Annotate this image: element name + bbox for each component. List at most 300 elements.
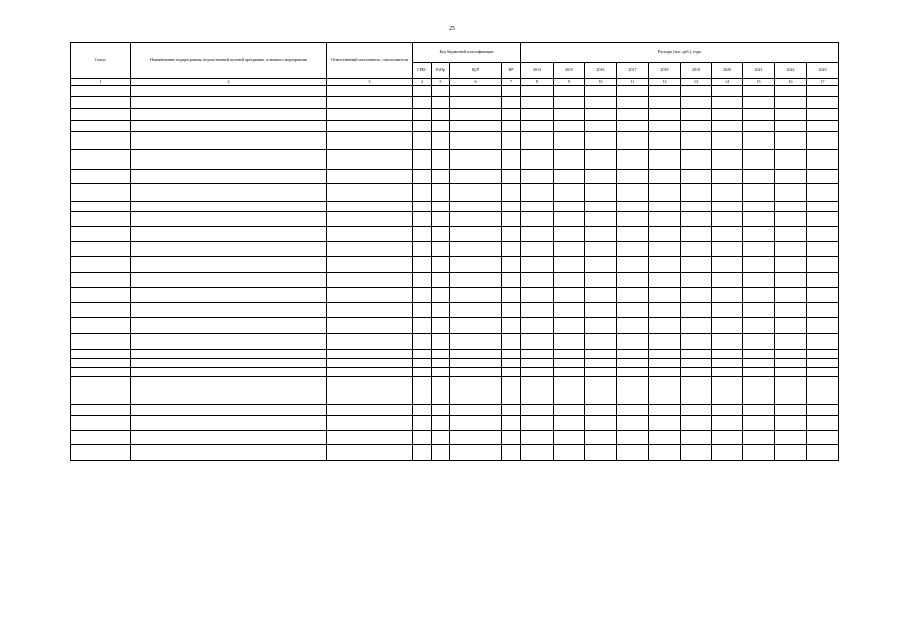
- amount-cell: [649, 334, 681, 350]
- code-cell: [413, 242, 432, 257]
- executor-cell: [327, 212, 413, 227]
- code-cell: [502, 184, 521, 202]
- amount-cell: [617, 368, 649, 377]
- code-cell: [413, 184, 432, 202]
- amount-cell: [743, 242, 775, 257]
- code-cell: [450, 86, 502, 97]
- code-cell: [432, 303, 450, 318]
- amount-cell: [681, 132, 712, 150]
- table-row: [71, 334, 839, 350]
- code-cell: [432, 334, 450, 350]
- executor-cell: [327, 170, 413, 184]
- name-cell: [131, 350, 327, 359]
- name-cell: [131, 359, 327, 368]
- code-cell: [450, 121, 502, 132]
- amount-cell: [775, 318, 807, 334]
- amount-cell: [617, 431, 649, 445]
- code-cell: [502, 368, 521, 377]
- amount-cell: [649, 242, 681, 257]
- amount-cell: [554, 368, 585, 377]
- amount-cell: [617, 86, 649, 97]
- header-executor: Ответственный исполнитель, соисполнители: [327, 43, 413, 79]
- amount-cell: [712, 97, 743, 109]
- amount-cell: [617, 334, 649, 350]
- name-cell: [131, 318, 327, 334]
- status-cell: [71, 405, 131, 416]
- table-row: [71, 318, 839, 334]
- header-code-vr: ВР: [502, 63, 521, 79]
- header-year: 2020: [712, 63, 743, 79]
- amount-cell: [585, 431, 617, 445]
- amount-cell: [585, 318, 617, 334]
- amount-cell: [681, 303, 712, 318]
- amount-cell: [585, 334, 617, 350]
- code-cell: [432, 97, 450, 109]
- amount-cell: [681, 318, 712, 334]
- code-cell: [450, 227, 502, 242]
- amount-cell: [617, 132, 649, 150]
- amount-cell: [681, 368, 712, 377]
- amount-cell: [807, 350, 839, 359]
- amount-cell: [712, 86, 743, 97]
- amount-cell: [649, 132, 681, 150]
- status-cell: [71, 273, 131, 288]
- amount-cell: [649, 86, 681, 97]
- amount-cell: [585, 150, 617, 170]
- amount-cell: [554, 184, 585, 202]
- amount-cell: [521, 86, 554, 97]
- amount-cell: [712, 121, 743, 132]
- code-cell: [502, 212, 521, 227]
- amount-cell: [712, 431, 743, 445]
- table-row: [71, 359, 839, 368]
- code-cell: [432, 202, 450, 212]
- executor-cell: [327, 303, 413, 318]
- code-cell: [413, 303, 432, 318]
- column-index-cell: 5: [432, 79, 450, 86]
- code-cell: [450, 109, 502, 121]
- amount-cell: [617, 150, 649, 170]
- status-cell: [71, 202, 131, 212]
- code-cell: [413, 170, 432, 184]
- amount-cell: [775, 150, 807, 170]
- header-year: 2019: [681, 63, 712, 79]
- table-row: [71, 368, 839, 377]
- amount-cell: [775, 445, 807, 461]
- status-cell: [71, 150, 131, 170]
- amount-cell: [521, 202, 554, 212]
- code-cell: [450, 242, 502, 257]
- amount-cell: [681, 202, 712, 212]
- header-year: 2014: [521, 63, 554, 79]
- amount-cell: [775, 257, 807, 273]
- amount-cell: [617, 350, 649, 359]
- amount-cell: [585, 445, 617, 461]
- amount-cell: [681, 350, 712, 359]
- amount-cell: [649, 150, 681, 170]
- code-cell: [413, 359, 432, 368]
- code-cell: [432, 212, 450, 227]
- status-cell: [71, 170, 131, 184]
- amount-cell: [712, 350, 743, 359]
- name-cell: [131, 445, 327, 461]
- amount-cell: [712, 303, 743, 318]
- executor-cell: [327, 431, 413, 445]
- code-cell: [502, 359, 521, 368]
- table-row: [71, 227, 839, 242]
- column-index-cell: 15: [743, 79, 775, 86]
- name-cell: [131, 303, 327, 318]
- status-cell: [71, 416, 131, 431]
- amount-cell: [617, 377, 649, 405]
- amount-cell: [585, 416, 617, 431]
- name-cell: [131, 334, 327, 350]
- amount-cell: [554, 242, 585, 257]
- amount-cell: [649, 377, 681, 405]
- amount-cell: [775, 359, 807, 368]
- amount-cell: [743, 109, 775, 121]
- amount-cell: [775, 350, 807, 359]
- code-cell: [502, 242, 521, 257]
- amount-cell: [649, 273, 681, 288]
- amount-cell: [521, 303, 554, 318]
- amount-cell: [775, 368, 807, 377]
- amount-cell: [649, 257, 681, 273]
- amount-cell: [712, 202, 743, 212]
- amount-cell: [681, 288, 712, 303]
- header-year: 2022: [775, 63, 807, 79]
- amount-cell: [521, 121, 554, 132]
- status-cell: [71, 359, 131, 368]
- amount-cell: [775, 132, 807, 150]
- code-cell: [450, 377, 502, 405]
- status-cell: [71, 350, 131, 359]
- column-index-cell: 14: [712, 79, 743, 86]
- amount-cell: [554, 405, 585, 416]
- column-index-cell: 16: [775, 79, 807, 86]
- code-cell: [502, 303, 521, 318]
- amount-cell: [681, 359, 712, 368]
- amount-cell: [743, 288, 775, 303]
- amount-cell: [743, 170, 775, 184]
- amount-cell: [712, 405, 743, 416]
- amount-cell: [712, 109, 743, 121]
- executor-cell: [327, 132, 413, 150]
- code-cell: [450, 288, 502, 303]
- table-row: [71, 416, 839, 431]
- table-row: [71, 273, 839, 288]
- amount-cell: [743, 368, 775, 377]
- amount-cell: [521, 431, 554, 445]
- amount-cell: [554, 445, 585, 461]
- code-cell: [502, 97, 521, 109]
- amount-cell: [585, 257, 617, 273]
- code-cell: [502, 202, 521, 212]
- code-cell: [502, 334, 521, 350]
- amount-cell: [521, 288, 554, 303]
- amount-cell: [554, 288, 585, 303]
- code-cell: [450, 431, 502, 445]
- amount-cell: [585, 273, 617, 288]
- amount-cell: [649, 227, 681, 242]
- amount-cell: [681, 97, 712, 109]
- code-cell: [432, 170, 450, 184]
- header-year: 2018: [649, 63, 681, 79]
- code-cell: [432, 121, 450, 132]
- amount-cell: [743, 132, 775, 150]
- code-cell: [413, 202, 432, 212]
- amount-cell: [807, 227, 839, 242]
- code-cell: [502, 431, 521, 445]
- amount-cell: [554, 273, 585, 288]
- column-index-cell: 7: [502, 79, 521, 86]
- name-cell: [131, 150, 327, 170]
- amount-cell: [743, 257, 775, 273]
- amount-cell: [712, 445, 743, 461]
- table-row: [71, 350, 839, 359]
- amount-cell: [775, 212, 807, 227]
- code-cell: [450, 416, 502, 431]
- amount-cell: [649, 405, 681, 416]
- status-cell: [71, 86, 131, 97]
- amount-cell: [712, 318, 743, 334]
- code-cell: [432, 377, 450, 405]
- amount-cell: [743, 212, 775, 227]
- amount-cell: [585, 86, 617, 97]
- amount-cell: [585, 303, 617, 318]
- code-cell: [413, 318, 432, 334]
- code-cell: [413, 86, 432, 97]
- amount-cell: [649, 431, 681, 445]
- amount-cell: [775, 377, 807, 405]
- amount-cell: [681, 377, 712, 405]
- amount-cell: [743, 303, 775, 318]
- code-cell: [502, 377, 521, 405]
- status-cell: [71, 109, 131, 121]
- code-cell: [413, 212, 432, 227]
- amount-cell: [681, 184, 712, 202]
- table-row: [71, 445, 839, 461]
- code-cell: [432, 184, 450, 202]
- amount-cell: [681, 170, 712, 184]
- code-cell: [450, 303, 502, 318]
- amount-cell: [521, 445, 554, 461]
- amount-cell: [807, 242, 839, 257]
- executor-cell: [327, 405, 413, 416]
- table-row: [71, 303, 839, 318]
- executor-cell: [327, 202, 413, 212]
- column-index-cell: 6: [450, 79, 502, 86]
- amount-cell: [807, 359, 839, 368]
- amount-cell: [775, 273, 807, 288]
- amount-cell: [554, 109, 585, 121]
- code-cell: [432, 242, 450, 257]
- table-row: [71, 109, 839, 121]
- budget-table: [70, 42, 839, 461]
- amount-cell: [649, 445, 681, 461]
- amount-cell: [743, 184, 775, 202]
- column-index-cell: 11: [617, 79, 649, 86]
- code-cell: [450, 212, 502, 227]
- table-row: [71, 257, 839, 273]
- column-index-cell: 10: [585, 79, 617, 86]
- code-cell: [450, 318, 502, 334]
- amount-cell: [743, 318, 775, 334]
- table-row: [71, 242, 839, 257]
- amount-cell: [712, 273, 743, 288]
- amount-cell: [585, 121, 617, 132]
- status-cell: [71, 227, 131, 242]
- code-cell: [502, 318, 521, 334]
- column-index-cell: 8: [521, 79, 554, 86]
- code-cell: [413, 150, 432, 170]
- amount-cell: [617, 303, 649, 318]
- amount-cell: [807, 132, 839, 150]
- amount-cell: [649, 121, 681, 132]
- amount-cell: [617, 405, 649, 416]
- amount-cell: [681, 416, 712, 431]
- amount-cell: [712, 416, 743, 431]
- status-cell: [71, 368, 131, 377]
- code-cell: [502, 416, 521, 431]
- header-year: 2015: [554, 63, 585, 79]
- column-index-cell: 13: [681, 79, 712, 86]
- amount-cell: [617, 257, 649, 273]
- header-code-grbs: ГРБС: [413, 63, 432, 79]
- name-cell: [131, 377, 327, 405]
- table-row: [71, 431, 839, 445]
- amount-cell: [681, 334, 712, 350]
- amount-cell: [585, 359, 617, 368]
- amount-cell: [743, 359, 775, 368]
- amount-cell: [649, 202, 681, 212]
- code-cell: [432, 445, 450, 461]
- amount-cell: [554, 86, 585, 97]
- header-status: Статус: [71, 43, 131, 79]
- code-cell: [432, 288, 450, 303]
- amount-cell: [585, 377, 617, 405]
- name-cell: [131, 184, 327, 202]
- amount-cell: [585, 350, 617, 359]
- amount-cell: [743, 121, 775, 132]
- table-row: [71, 405, 839, 416]
- code-cell: [413, 405, 432, 416]
- amount-cell: [807, 431, 839, 445]
- executor-cell: [327, 227, 413, 242]
- amount-cell: [521, 109, 554, 121]
- amount-cell: [554, 334, 585, 350]
- executor-cell: [327, 150, 413, 170]
- name-cell: [131, 86, 327, 97]
- amount-cell: [807, 416, 839, 431]
- amount-cell: [712, 334, 743, 350]
- amount-cell: [617, 359, 649, 368]
- page-number: 25: [449, 26, 455, 32]
- executor-cell: [327, 416, 413, 431]
- amount-cell: [585, 242, 617, 257]
- amount-cell: [681, 109, 712, 121]
- table-row: [71, 170, 839, 184]
- table-row: [71, 377, 839, 405]
- status-cell: [71, 184, 131, 202]
- header-year: 2017: [617, 63, 649, 79]
- amount-cell: [807, 86, 839, 97]
- amount-cell: [585, 368, 617, 377]
- amount-cell: [554, 132, 585, 150]
- code-cell: [502, 170, 521, 184]
- code-cell: [450, 170, 502, 184]
- code-cell: [413, 377, 432, 405]
- amount-cell: [775, 405, 807, 416]
- name-cell: [131, 202, 327, 212]
- table-row: [71, 150, 839, 170]
- amount-cell: [585, 170, 617, 184]
- amount-cell: [617, 212, 649, 227]
- table-row: [71, 132, 839, 150]
- amount-cell: [521, 334, 554, 350]
- code-cell: [432, 405, 450, 416]
- name-cell: [131, 405, 327, 416]
- amount-cell: [712, 288, 743, 303]
- amount-cell: [521, 368, 554, 377]
- amount-cell: [554, 97, 585, 109]
- amount-cell: [585, 227, 617, 242]
- table-row: [71, 212, 839, 227]
- amount-cell: [743, 350, 775, 359]
- name-cell: [131, 242, 327, 257]
- name-cell: [131, 257, 327, 273]
- code-cell: [450, 359, 502, 368]
- amount-cell: [681, 431, 712, 445]
- name-cell: [131, 416, 327, 431]
- amount-cell: [617, 184, 649, 202]
- column-index-cell: 3: [327, 79, 413, 86]
- amount-cell: [585, 109, 617, 121]
- status-cell: [71, 242, 131, 257]
- code-cell: [413, 350, 432, 359]
- amount-cell: [649, 184, 681, 202]
- status-cell: [71, 132, 131, 150]
- amount-cell: [712, 377, 743, 405]
- status-cell: [71, 445, 131, 461]
- code-cell: [413, 257, 432, 273]
- header-code-rzpr: РзПр: [432, 63, 450, 79]
- amount-cell: [807, 377, 839, 405]
- status-cell: [71, 257, 131, 273]
- amount-cell: [807, 334, 839, 350]
- amount-cell: [712, 368, 743, 377]
- amount-cell: [554, 227, 585, 242]
- amount-cell: [617, 273, 649, 288]
- status-cell: [71, 377, 131, 405]
- amount-cell: [649, 318, 681, 334]
- amount-cell: [521, 257, 554, 273]
- code-cell: [502, 132, 521, 150]
- table-row: [71, 86, 839, 97]
- amount-cell: [743, 431, 775, 445]
- amount-cell: [554, 150, 585, 170]
- executor-cell: [327, 273, 413, 288]
- amount-cell: [649, 416, 681, 431]
- amount-cell: [681, 242, 712, 257]
- code-cell: [413, 416, 432, 431]
- executor-cell: [327, 288, 413, 303]
- code-cell: [502, 405, 521, 416]
- amount-cell: [554, 212, 585, 227]
- code-cell: [502, 257, 521, 273]
- code-cell: [432, 318, 450, 334]
- amount-cell: [712, 257, 743, 273]
